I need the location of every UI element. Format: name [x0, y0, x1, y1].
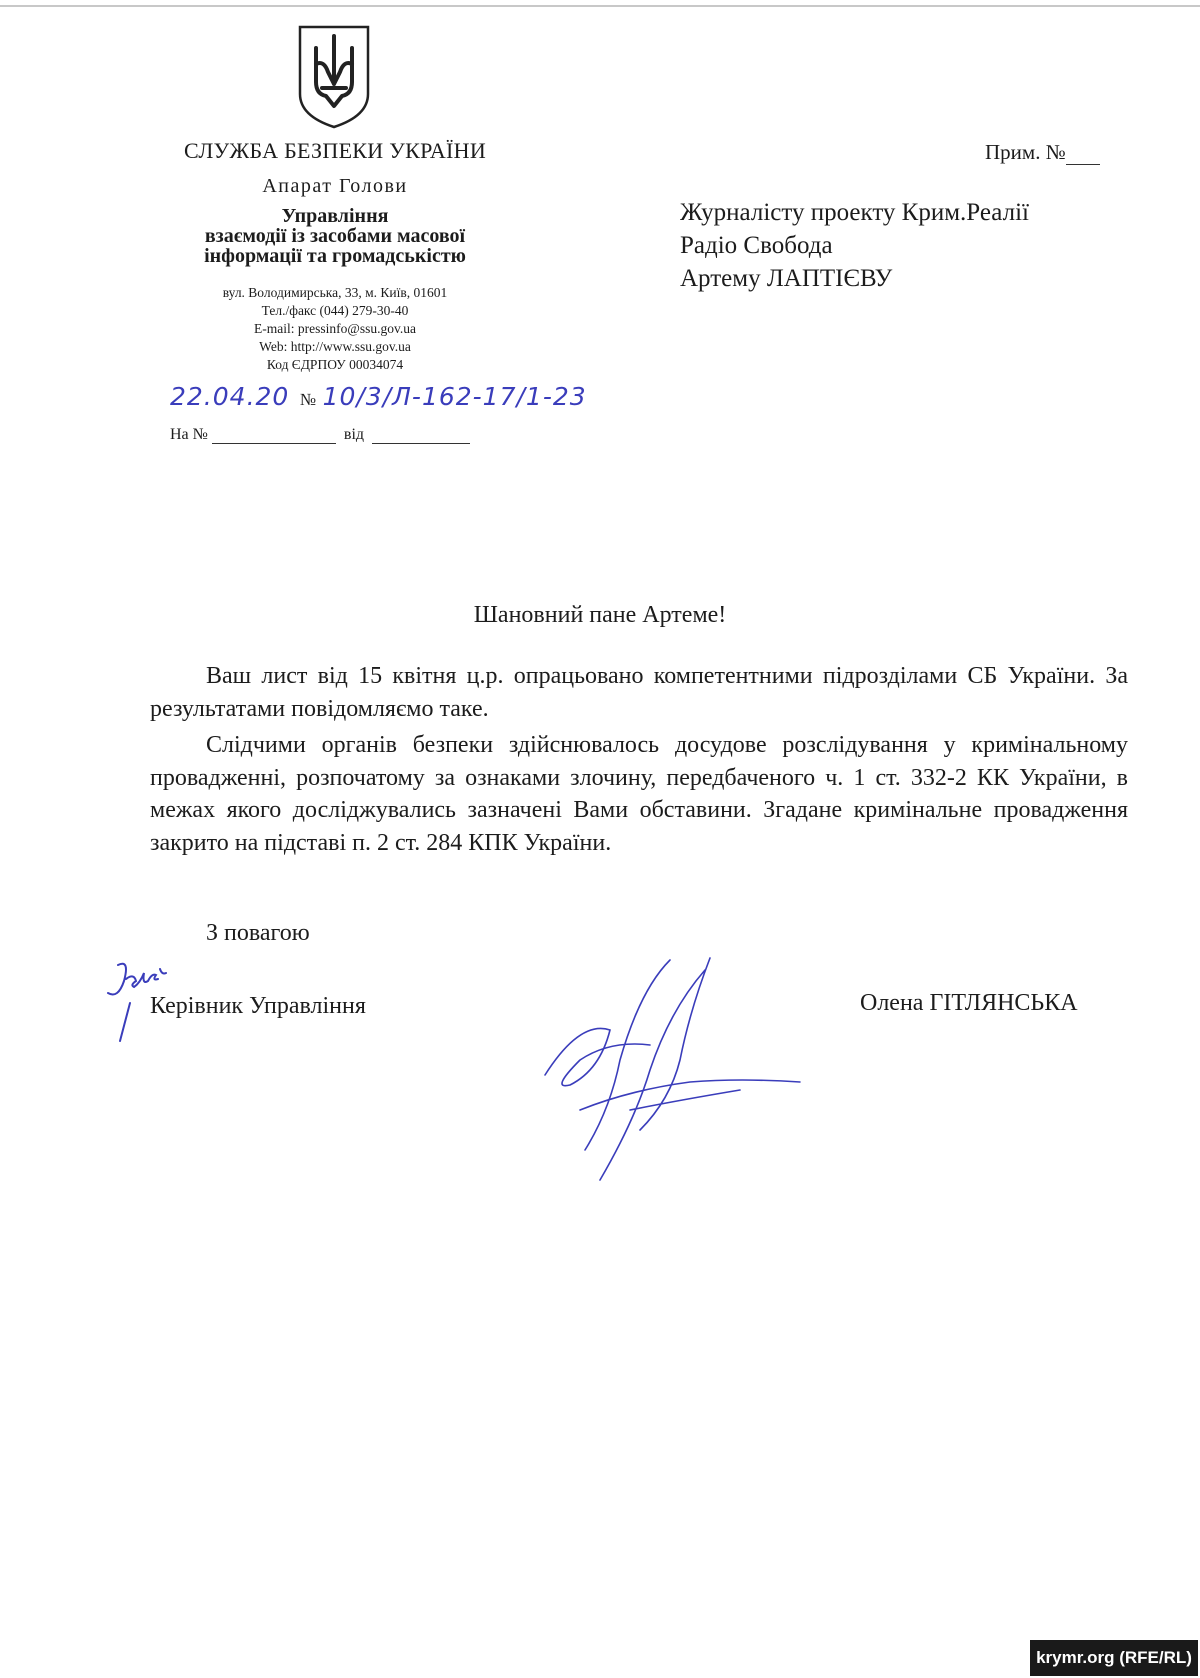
addressee-block [680, 196, 1029, 295]
copy-mark-label: Прим. № [985, 140, 1066, 164]
letter-body [150, 660, 1128, 863]
email-line: E-mail: pressinfo@ssu.gov.ua [254, 321, 416, 336]
copy-mark [985, 140, 1100, 165]
closing: З повагою [206, 920, 310, 946]
addressee-line: Радіо Свобода [680, 232, 833, 259]
department-line: інформації та громадськістю [204, 245, 466, 267]
body-paragraph: Ваш лист від 15 квітня ц.р. опрацьовано компетентними підрозділами СБ України. За результатами повідомляємо таке. [150, 663, 1128, 722]
reply-number-label: На № [170, 426, 208, 443]
office-name: Апарат Голови [262, 175, 408, 197]
department-name [150, 206, 520, 266]
address-line: вул. Володимирська, 33, м. Київ, 01601 [222, 285, 448, 300]
registration-line [170, 382, 587, 411]
signatory-name: Олена ГІТЛЯНСЬКА [860, 990, 1078, 1016]
number-label: № [299, 390, 317, 409]
handwritten-signature-icon [540, 950, 840, 1190]
source-watermark: krymr.org (RFE/RL) [1030, 1640, 1198, 1676]
reply-number-blank [212, 427, 336, 444]
reply-from-label: від [343, 426, 365, 443]
reply-reference-line [170, 426, 470, 444]
department-line: взаємодії із засобами масової [204, 225, 466, 247]
reply-date-blank [372, 427, 470, 444]
outgoing-date: 22.04.20 [170, 382, 290, 411]
copy-mark-blank [1066, 148, 1100, 165]
organization-name: СЛУЖБА БЕЗПЕКИ УКРАЇНИ [183, 138, 487, 163]
contact-block [150, 284, 520, 374]
salutation: Шановний пане Артеме! [473, 602, 727, 628]
signatory-title: Керівник Управління [150, 993, 366, 1019]
web-line: Web: http://www.ssu.gov.ua [259, 339, 411, 354]
edrpou-line: Код ЄДРПОУ 00034074 [266, 357, 404, 372]
addressee-line: Журналісту проекту Крим.Реалії [680, 199, 1029, 226]
phone-line: Тел./факс (044) 279-30-40 [261, 303, 409, 318]
outgoing-number: 10/3/Л-162-17/1-23 [322, 382, 587, 411]
addressee-line: Артему ЛАПТІЄВУ [680, 265, 893, 292]
body-paragraph: Слідчими органів безпеки здійснювалось досудове розслідування у кримінальному провадженні, розпочатому за ознаками злочину, передбаченого ч. 1 ст. 332-2 КК України, в межах якого досліджувались зазначені Вами обставини. Згадане кримінальне провадження закрито на підставі п. 2 ст. 284 КПК України. [150, 732, 1128, 856]
trident-coat-of-arms-icon [296, 24, 372, 130]
department-line: Управління [281, 205, 389, 227]
scan-edge-line [0, 5, 1200, 7]
